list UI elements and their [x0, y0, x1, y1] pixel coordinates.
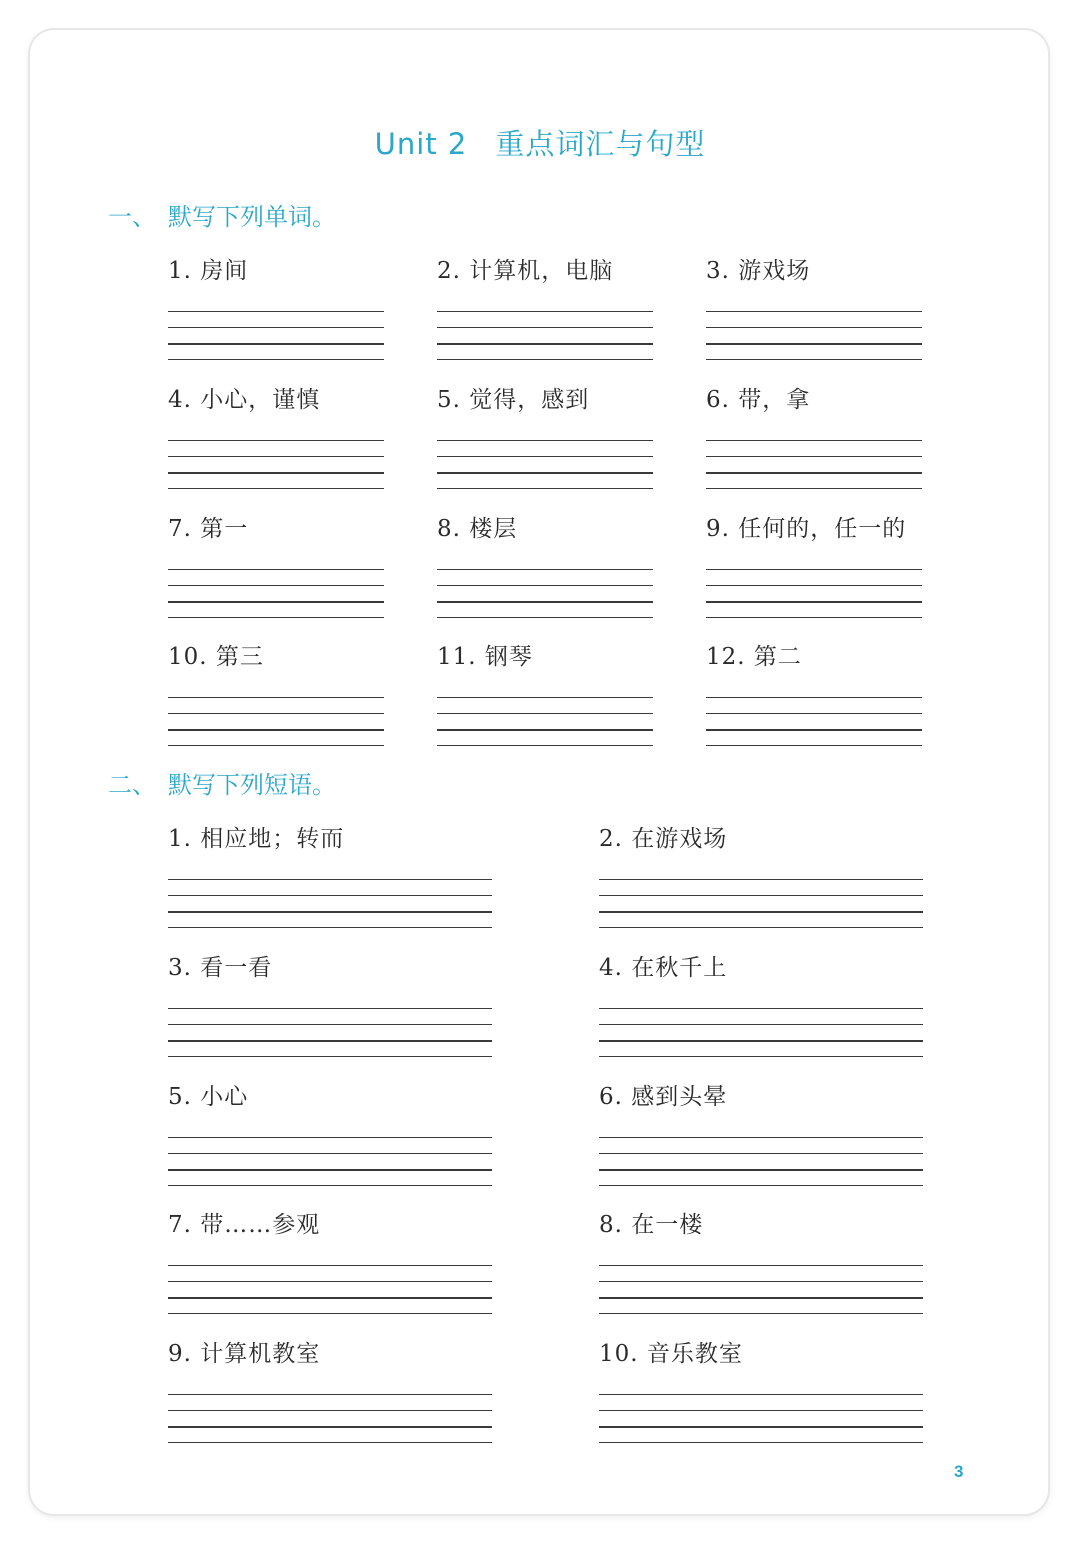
word-item-label: 10. 第三 — [168, 644, 264, 670]
writing-line — [168, 729, 384, 731]
writing-line — [168, 1410, 492, 1411]
writing-lines[interactable] — [437, 307, 653, 359]
writing-line — [437, 585, 653, 586]
writing-line — [437, 343, 653, 345]
writing-line — [706, 327, 922, 328]
page-title — [0, 124, 1080, 164]
writing-line — [168, 1442, 492, 1443]
section1-number: 一、 — [108, 203, 156, 231]
writing-lines[interactable] — [599, 1133, 923, 1185]
word-item — [168, 384, 320, 416]
writing-line — [599, 1394, 923, 1395]
writing-line — [599, 1442, 923, 1443]
writing-line — [168, 456, 384, 457]
writing-line — [437, 472, 653, 474]
writing-line — [168, 1153, 492, 1154]
writing-lines[interactable] — [706, 436, 922, 488]
writing-line — [706, 472, 922, 474]
writing-line — [706, 729, 922, 731]
writing-line — [168, 879, 492, 880]
writing-line — [706, 343, 922, 345]
writing-line — [599, 1137, 923, 1138]
phrase-item — [599, 1081, 727, 1113]
writing-line — [437, 456, 653, 457]
writing-line — [168, 327, 384, 328]
word-item — [168, 255, 248, 287]
word-item — [706, 641, 802, 673]
writing-line — [168, 1169, 492, 1171]
word-item-label: 11. 钢琴 — [437, 644, 533, 670]
writing-line — [706, 617, 922, 618]
writing-line — [599, 911, 923, 913]
phrase-item-label: 10. 音乐教室 — [599, 1341, 743, 1367]
writing-line — [437, 745, 653, 746]
writing-line — [168, 1313, 492, 1314]
writing-line — [168, 895, 492, 896]
word-item-label: 8. 楼层 — [437, 516, 518, 542]
word-item — [437, 513, 517, 545]
writing-lines[interactable] — [599, 875, 923, 927]
writing-lines[interactable] — [599, 1004, 923, 1056]
writing-line — [168, 472, 384, 474]
writing-lines[interactable] — [168, 565, 384, 617]
phrase-item-label: 2. 在游戏场 — [599, 826, 728, 852]
writing-line — [599, 895, 923, 896]
section2-title: 默写下列短语。 — [168, 771, 336, 799]
writing-line — [706, 456, 922, 457]
writing-lines[interactable] — [168, 693, 384, 745]
writing-line — [437, 617, 653, 618]
writing-line — [599, 1040, 923, 1042]
writing-line — [168, 601, 384, 603]
writing-lines[interactable] — [168, 436, 384, 488]
writing-line — [168, 1056, 492, 1057]
writing-line — [599, 1008, 923, 1009]
writing-line — [599, 1056, 923, 1057]
section1-heading — [108, 200, 336, 234]
writing-line — [437, 440, 653, 441]
writing-line — [599, 1410, 923, 1411]
writing-lines[interactable] — [437, 436, 653, 488]
writing-line — [437, 359, 653, 360]
writing-line — [168, 585, 384, 586]
writing-line — [706, 713, 922, 714]
section1-title: 默写下列单词。 — [168, 203, 336, 231]
word-item-label: 5. 觉得，感到 — [437, 387, 590, 413]
writing-lines[interactable] — [168, 1133, 492, 1185]
writing-lines[interactable] — [168, 1390, 492, 1442]
word-item — [437, 384, 589, 416]
title-text: 重点词汇与句型 — [495, 127, 706, 161]
writing-line — [437, 327, 653, 328]
writing-line — [168, 1265, 492, 1266]
phrase-item — [599, 1209, 703, 1241]
section2-heading — [108, 768, 336, 802]
writing-lines[interactable] — [168, 1004, 492, 1056]
writing-line — [599, 1281, 923, 1282]
writing-line — [599, 1297, 923, 1299]
writing-line — [706, 569, 922, 570]
writing-lines[interactable] — [437, 565, 653, 617]
writing-lines[interactable] — [437, 693, 653, 745]
phrase-item-label: 6. 感到头晕 — [599, 1084, 728, 1110]
writing-line — [706, 601, 922, 603]
writing-line — [599, 927, 923, 928]
writing-line — [437, 729, 653, 731]
writing-line — [168, 745, 384, 746]
writing-line — [599, 1265, 923, 1266]
writing-line — [599, 1024, 923, 1025]
writing-line — [168, 911, 492, 913]
word-item — [168, 513, 248, 545]
word-item-label: 4. 小心，谨慎 — [168, 387, 321, 413]
unit-label: Unit 2 — [374, 127, 468, 161]
word-item — [437, 255, 613, 287]
writing-line — [437, 488, 653, 489]
writing-line — [437, 713, 653, 714]
writing-line — [168, 697, 384, 698]
writing-line — [168, 617, 384, 618]
writing-lines[interactable] — [599, 1261, 923, 1313]
word-item — [168, 641, 264, 673]
writing-line — [599, 1185, 923, 1186]
writing-line — [168, 1185, 492, 1186]
writing-line — [168, 1281, 492, 1282]
phrase-item — [168, 1209, 320, 1241]
writing-line — [168, 440, 384, 441]
word-item-label: 6. 带，拿 — [706, 387, 811, 413]
writing-lines[interactable] — [599, 1390, 923, 1442]
writing-line — [168, 1394, 492, 1395]
writing-lines[interactable] — [706, 307, 922, 359]
word-item — [706, 255, 810, 287]
writing-line — [599, 1153, 923, 1154]
word-item — [706, 384, 810, 416]
phrase-item-label: 1. 相应地；转而 — [168, 826, 345, 852]
writing-line — [706, 697, 922, 698]
writing-line — [706, 311, 922, 312]
phrase-item — [599, 952, 727, 984]
writing-line — [706, 359, 922, 360]
writing-line — [706, 745, 922, 746]
writing-lines[interactable] — [168, 307, 384, 359]
writing-line — [437, 697, 653, 698]
writing-line — [168, 569, 384, 570]
word-item-label: 1. 房间 — [168, 258, 249, 284]
writing-line — [599, 1169, 923, 1171]
writing-line — [437, 311, 653, 312]
writing-line — [168, 488, 384, 489]
writing-line — [168, 343, 384, 345]
writing-line — [168, 1426, 492, 1428]
word-item — [706, 513, 906, 545]
writing-line — [168, 927, 492, 928]
phrase-item-label: 4. 在秋千上 — [599, 955, 728, 981]
section2-number: 二、 — [108, 771, 156, 799]
phrase-item-label: 9. 计算机教室 — [168, 1341, 321, 1367]
writing-lines[interactable] — [168, 875, 492, 927]
phrase-item-label: 3. 看一看 — [168, 955, 273, 981]
writing-line — [706, 488, 922, 489]
phrase-item — [168, 952, 272, 984]
writing-line — [168, 359, 384, 360]
writing-line — [168, 1008, 492, 1009]
phrase-item — [168, 1338, 320, 1370]
word-item — [437, 641, 533, 673]
writing-line — [437, 601, 653, 603]
word-item-label: 7. 第一 — [168, 516, 249, 542]
word-item-label: 9. 任何的，任一的 — [706, 516, 907, 542]
writing-lines[interactable] — [168, 1261, 492, 1313]
phrase-item-label: 7. 带……参观 — [168, 1212, 321, 1238]
writing-line — [168, 311, 384, 312]
writing-line — [599, 879, 923, 880]
page-number: 3 — [954, 1462, 964, 1481]
writing-line — [168, 1040, 492, 1042]
word-item-label: 2. 计算机，电脑 — [437, 258, 614, 284]
phrase-item — [168, 1081, 248, 1113]
word-item-label: 12. 第二 — [706, 644, 802, 670]
writing-lines[interactable] — [706, 565, 922, 617]
writing-line — [168, 713, 384, 714]
writing-line — [599, 1313, 923, 1314]
writing-line — [706, 585, 922, 586]
writing-line — [168, 1137, 492, 1138]
writing-line — [168, 1024, 492, 1025]
phrase-item — [599, 1338, 743, 1370]
writing-line — [168, 1297, 492, 1299]
writing-lines[interactable] — [706, 693, 922, 745]
phrase-item — [168, 823, 344, 855]
word-item-label: 3. 游戏场 — [706, 258, 811, 284]
phrase-item — [599, 823, 727, 855]
phrase-item-label: 5. 小心 — [168, 1084, 249, 1110]
writing-line — [599, 1426, 923, 1428]
phrase-item-label: 8. 在一楼 — [599, 1212, 704, 1238]
writing-line — [437, 569, 653, 570]
writing-line — [706, 440, 922, 441]
